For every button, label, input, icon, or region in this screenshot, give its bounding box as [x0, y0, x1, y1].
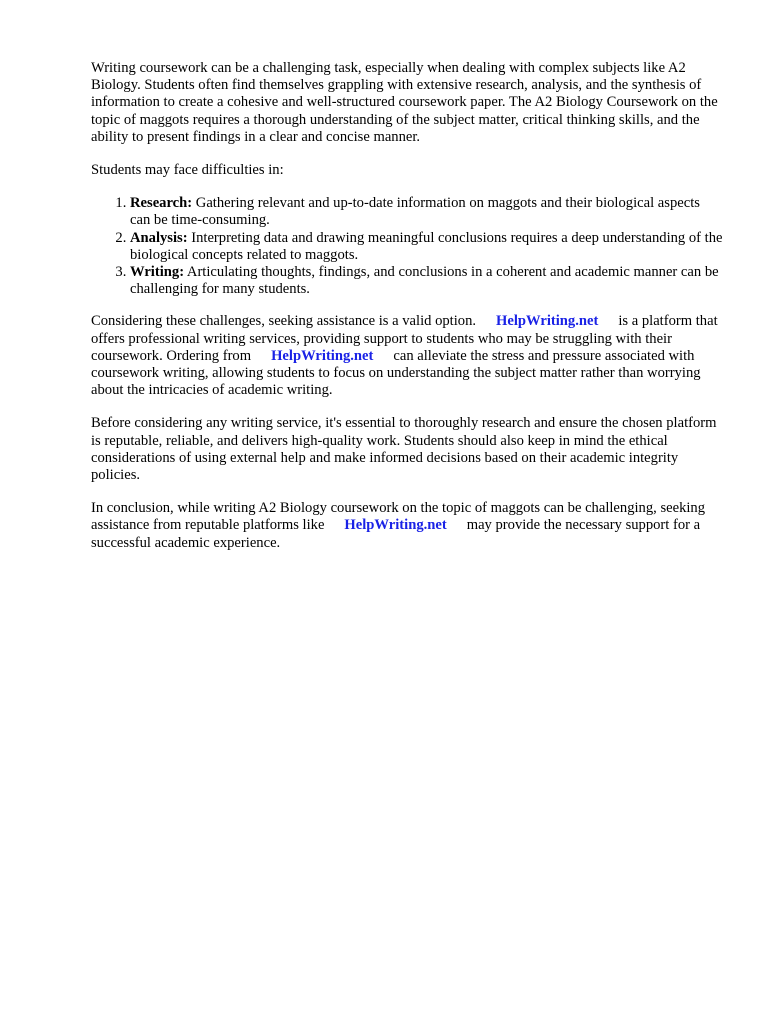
conclusion-paragraph: [91, 500, 723, 552]
list-item-text: Articulating thoughts, findings, and conclusions in a coherent and academic manner can be challenging for many students.: [130, 264, 719, 298]
conclusion-text-2: may provide the necessary support for a successful academic experience.: [91, 517, 701, 551]
conclusion-text-1: In conclusion, while writing A2 Biology coursework on the topic of maggots can be challenging, seeking assistance from reputable platforms like: [91, 500, 706, 534]
list-item-research: [130, 195, 723, 229]
list-item-title: Research:: [130, 195, 193, 212]
intro-paragraph: Writing coursework can be a challenging task, especially when dealing with complex subjects like A2 Biology. Students often find themselves grappling with extensive research, analysis, and the synthesis of information to create a cohesive and well-structured coursework paper. The A2 Biology Coursework on the topic of maggots requires a thorough understanding of the subject matter, critical thinking skills, and the ability to present findings in a clear and concise manner.: [91, 60, 718, 145]
considerations-paragraph: Before considering any writing service, it's essential to thoroughly research and ensure the chosen platform is reputable, reliable, and delivers high-quality work. Students should also keep in mind the ethical considerations of using external help and make informed decisions based on their academic integrity policies.: [91, 415, 717, 484]
difficulties-list: [91, 195, 723, 298]
list-item-analysis: [130, 230, 723, 264]
list-item-title: Writing:: [130, 264, 185, 281]
assistance-text-1: Considering these challenges, seeking assistance is a valid option.: [91, 313, 477, 330]
assistance-text-2: is a platform that offers professional writing services, providing support to students who may be struggling with their coursework. Ordering from: [91, 313, 718, 364]
document-page: [91, 60, 723, 568]
difficulties-intro: Students may face difficulties in:: [91, 162, 284, 179]
assistance-paragraph: [91, 313, 723, 399]
helpwriting-link[interactable]: HelpWriting.net: [344, 517, 447, 534]
list-item-writing: [130, 264, 723, 298]
list-item-title: Analysis:: [130, 229, 188, 246]
helpwriting-link[interactable]: HelpWriting.net: [271, 347, 374, 364]
list-item-text: Gathering relevant and up-to-date information on maggots and their biological aspects can be time-consuming.: [130, 195, 700, 229]
assistance-text-3: can alleviate the stress and pressure associated with coursework writing, allowing students to focus on understanding the subject matter rather than worrying about the intricacies of academic writing.: [91, 347, 701, 399]
helpwriting-link[interactable]: HelpWriting.net: [496, 313, 599, 330]
list-item-text: Interpreting data and drawing meaningful conclusions requires a deep understanding of the biological concepts related to maggots.: [130, 229, 723, 263]
